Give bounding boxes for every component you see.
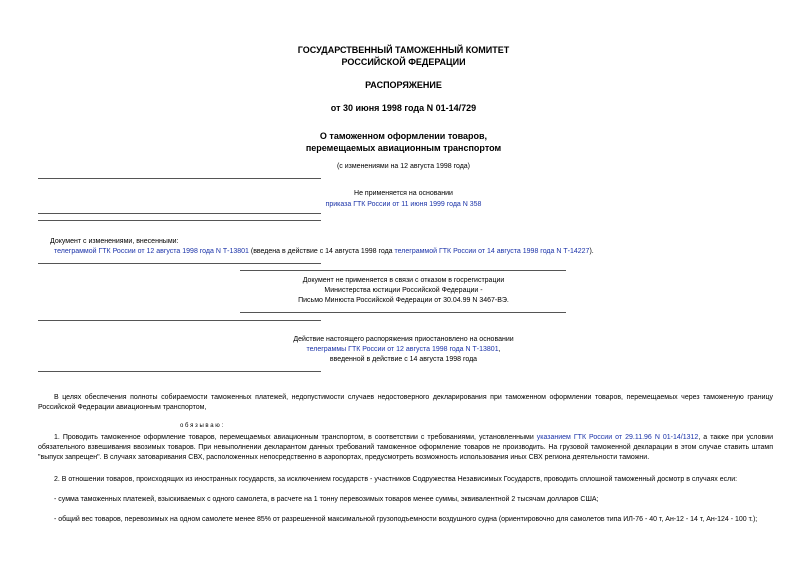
divider	[38, 371, 321, 372]
suspension-line3: введенной в действие с 14 августа 1998 года	[329, 356, 478, 363]
suspension-link[interactable]: телеграммы ГТК России от 12 августа 1998 года N Т-13801	[306, 346, 499, 353]
divider	[240, 270, 566, 271]
divider	[38, 213, 321, 214]
divider	[38, 263, 321, 264]
changes-intro: Документ с изменениями, внесенными:	[50, 238, 179, 245]
divider	[38, 220, 321, 221]
changes-line	[54, 248, 594, 255]
divider	[240, 312, 566, 313]
registration-line2: Министерства юстиции Российской Федерации -	[324, 287, 483, 294]
not-applied-text: Не применяется на основании	[354, 190, 453, 197]
body-paragraph-1	[38, 433, 773, 463]
body-paragraph-2: 2. В отношении товаров, происходящих из иностранных государств, за исключением государств - участников Содружества Независимых Государств, проводить сплошной таможенный досмотр в случаях если:	[54, 476, 738, 483]
registration-line3: Письмо Минюста Российской Федерации от 30.04.99 N 3467-ВЭ.	[298, 297, 509, 304]
changes-text-mid: (введена в действие с 14 августа 1998 года	[248, 248, 395, 255]
p1-end: , а также при условии обязательного взвешивания ввозимых товаров. При невыполнении декларантом данных требований таможенное оформление товаров не производить. На грузовой таможенной декларации в этом случае ставить штамп "выпуск запрещен". В случаях затоваривания СВХ, расположенных непосредственно в аэропортах, предусмотреть возможность использования иных СВХ региона деятельности таможни.	[38, 434, 773, 461]
document-type: РАСПОРЯЖЕНИЕ	[365, 80, 442, 90]
org-name-line2: РОССИЙСКОЙ ФЕДЕРАЦИИ	[341, 57, 466, 67]
obligate-word: о б я з ы в а ю :	[180, 423, 224, 429]
org-name-line1: ГОСУДАРСТВЕННЫЙ ТАМОЖЕННЫЙ КОМИТЕТ	[297, 45, 510, 55]
suspension-line1: Действие настоящего распоряжения приостановлено на основании	[293, 336, 514, 343]
document-title-line1: О таможенном оформлении товаров,	[319, 131, 488, 141]
body-paragraph-2-item2: - общий вес товаров, перевозимых на одном самолете менее 85% от разрешенной максимальной грузоподъемности воздушного судна (ориентировочно для самолетов типа ИЛ-76 - 40 т, Ан-12 - 14 т, Ан-124 - 100 т.);	[54, 516, 758, 523]
p1-link[interactable]: указанием ГТК России от 29.11.96 N 01-14/1312	[536, 434, 699, 441]
body-intro: В целях обеспечения полноты собираемости таможенных платежей, недопустимости случаев недостоверного декларирования при таможенном оформлении товаров, перемещаемых через таможенную границу Российской Федерации авиационным транспортом,	[38, 394, 773, 411]
p1-start: 1. Проводить таможенное оформление товаров, перемещаемых авиационным транспортом, в соответствии с требованиями, установленными	[54, 434, 537, 441]
changes-link-1[interactable]: телеграммой ГТК России от 12 августа 1998 года N Т-13801	[54, 248, 249, 255]
changes-link-2[interactable]: телеграммой ГТК России от 14 августа 1998 года N Т-14227	[394, 248, 590, 255]
divider	[38, 178, 321, 179]
changes-text-end: ).	[589, 248, 594, 255]
document-date-number: от 30 июня 1998 года N 01-14/729	[330, 103, 477, 113]
changes-note: (с изменениями на 12 августа 1998 года)	[336, 163, 471, 170]
registration-line1: Документ не применяется в связи с отказом в госрегистрации	[302, 277, 505, 284]
document-title-line2: перемещаемых авиационным транспортом	[305, 143, 502, 153]
divider	[38, 320, 321, 321]
not-applied-link[interactable]: приказа ГТК России от 11 июня 1999 года N 358	[325, 201, 482, 208]
body-paragraph-2-item1: - сумма таможенных платежей, взыскиваемых с одного самолета, в расчете на 1 тонну перевозимых товаров менее суммы, эквивалентной 2 тысячам долларов США;	[54, 496, 599, 503]
suspension-link-suffix: ,	[498, 346, 501, 353]
